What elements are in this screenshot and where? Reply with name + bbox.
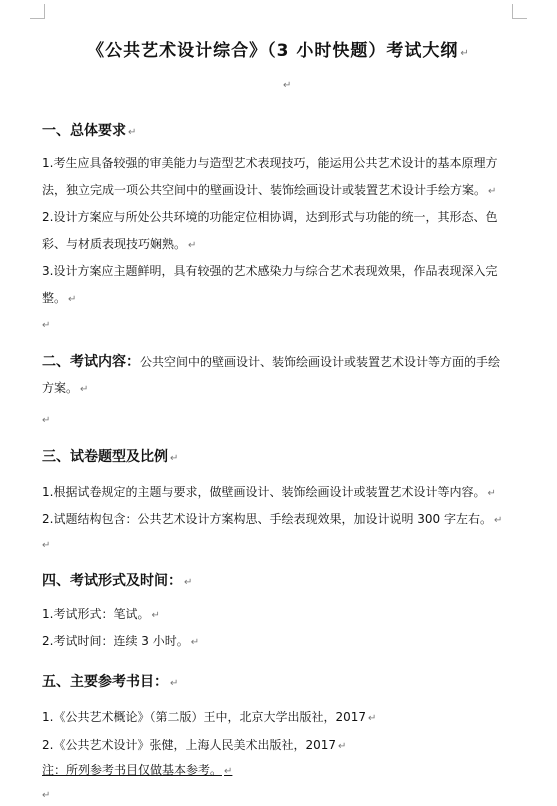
section-heading: 二、考试内容：	[42, 354, 140, 370]
paragraph-mark-icon: ↵	[42, 790, 51, 801]
paragraph-line: 2.《公共艺术设计》张健，上海人民美术出版社，2017 ↵	[42, 738, 347, 752]
paragraph-mark-icon: ↵	[190, 637, 200, 648]
paragraph-line: 方案。 ↵	[42, 381, 89, 395]
paragraph-mark-icon: ↵	[460, 48, 470, 59]
section-heading: 四、考试形式及时间： ↵	[42, 573, 193, 589]
paragraph-line: 1.根据试卷规定的主题与要求，做壁画设计、装饰绘画设计或装置艺术设计等内容。 ↵	[42, 485, 496, 499]
section-heading: 三、试卷题型及比例 ↵	[42, 449, 179, 465]
paragraph-mark-icon: ↵	[487, 488, 496, 499]
paragraph-line: 整。 ↵	[42, 291, 77, 305]
paragraph-line: 2.试题结构包含：公共艺术设计方案构思、手绘表现效果，加设计说明 300 字左右。 ↵	[42, 512, 503, 526]
paragraph-mark-icon: ↵	[68, 294, 77, 305]
paragraph-mark-icon: ↵	[338, 741, 347, 752]
paragraph-line: 1.《公共艺术概论》（第二版）王中，北京大学出版社，2017 ↵	[42, 710, 377, 724]
paragraph-line: 1.考试形式：笔试。 ↵	[42, 607, 160, 621]
paragraph-mark-icon: ↵	[488, 186, 497, 197]
paragraph-mark-icon: ↵	[42, 540, 51, 551]
paragraph-line: 彩、与材质表现技巧娴熟。 ↵	[42, 237, 197, 251]
paragraph-mark-icon: ↵	[283, 80, 292, 91]
paragraph-mark-icon: ↵	[494, 515, 503, 526]
section-heading: 一、总体要求 ↵	[42, 123, 137, 139]
paragraph-mark-icon: ↵	[170, 678, 179, 689]
paragraph-mark-icon: ↵	[170, 453, 179, 464]
paragraph-mark-icon: ↵	[151, 610, 160, 621]
paragraph-mark-icon: ↵	[42, 320, 51, 331]
note-line: 注：所列参考书目仅做基本参考。 ↵	[42, 763, 233, 777]
paragraph-mark-icon: ↵	[42, 415, 51, 426]
paragraph-mark-icon: ↵	[184, 577, 193, 588]
paragraph-mark-icon: ↵	[368, 713, 377, 724]
paragraph-line: 2.考试时间：连续 3 小时。 ↵	[42, 634, 200, 648]
paragraph-mark-icon: ↵	[224, 766, 233, 777]
paragraph-line: 法，独立完成一项公共空间中的壁画设计、装饰绘画设计或装置艺术设计手绘方案。 ↵	[42, 183, 497, 197]
document-title: 《公共艺术设计综合》（3 小时快题）考试大纲 ↵	[87, 41, 470, 61]
margin-corner-mark-left	[30, 4, 45, 19]
paragraph-mark-icon: ↵	[128, 127, 137, 138]
paragraph-mark-icon: ↵	[188, 240, 197, 251]
paragraph-line: 3.设计方案应主题鲜明，具有较强的艺术感染力与综合艺术表现效果，作品表现深入完	[42, 264, 498, 278]
paragraph-line: 二、考试内容：公共空间中的壁画设计、装饰绘画设计或装置艺术设计等方面的手绘	[42, 354, 501, 370]
section-heading: 五、主要参考书目： ↵	[42, 674, 179, 690]
paragraph-mark-icon: ↵	[80, 384, 89, 395]
paragraph-line: 2.设计方案应与所处公共环境的功能定位相协调，达到形式与功能的统一，其形态、色	[42, 210, 498, 224]
paragraph-line: 1.考生应具备较强的审美能力与造型艺术表现技巧，能运用公共艺术设计的基本原理方	[42, 156, 498, 170]
margin-corner-mark-right	[512, 4, 527, 19]
